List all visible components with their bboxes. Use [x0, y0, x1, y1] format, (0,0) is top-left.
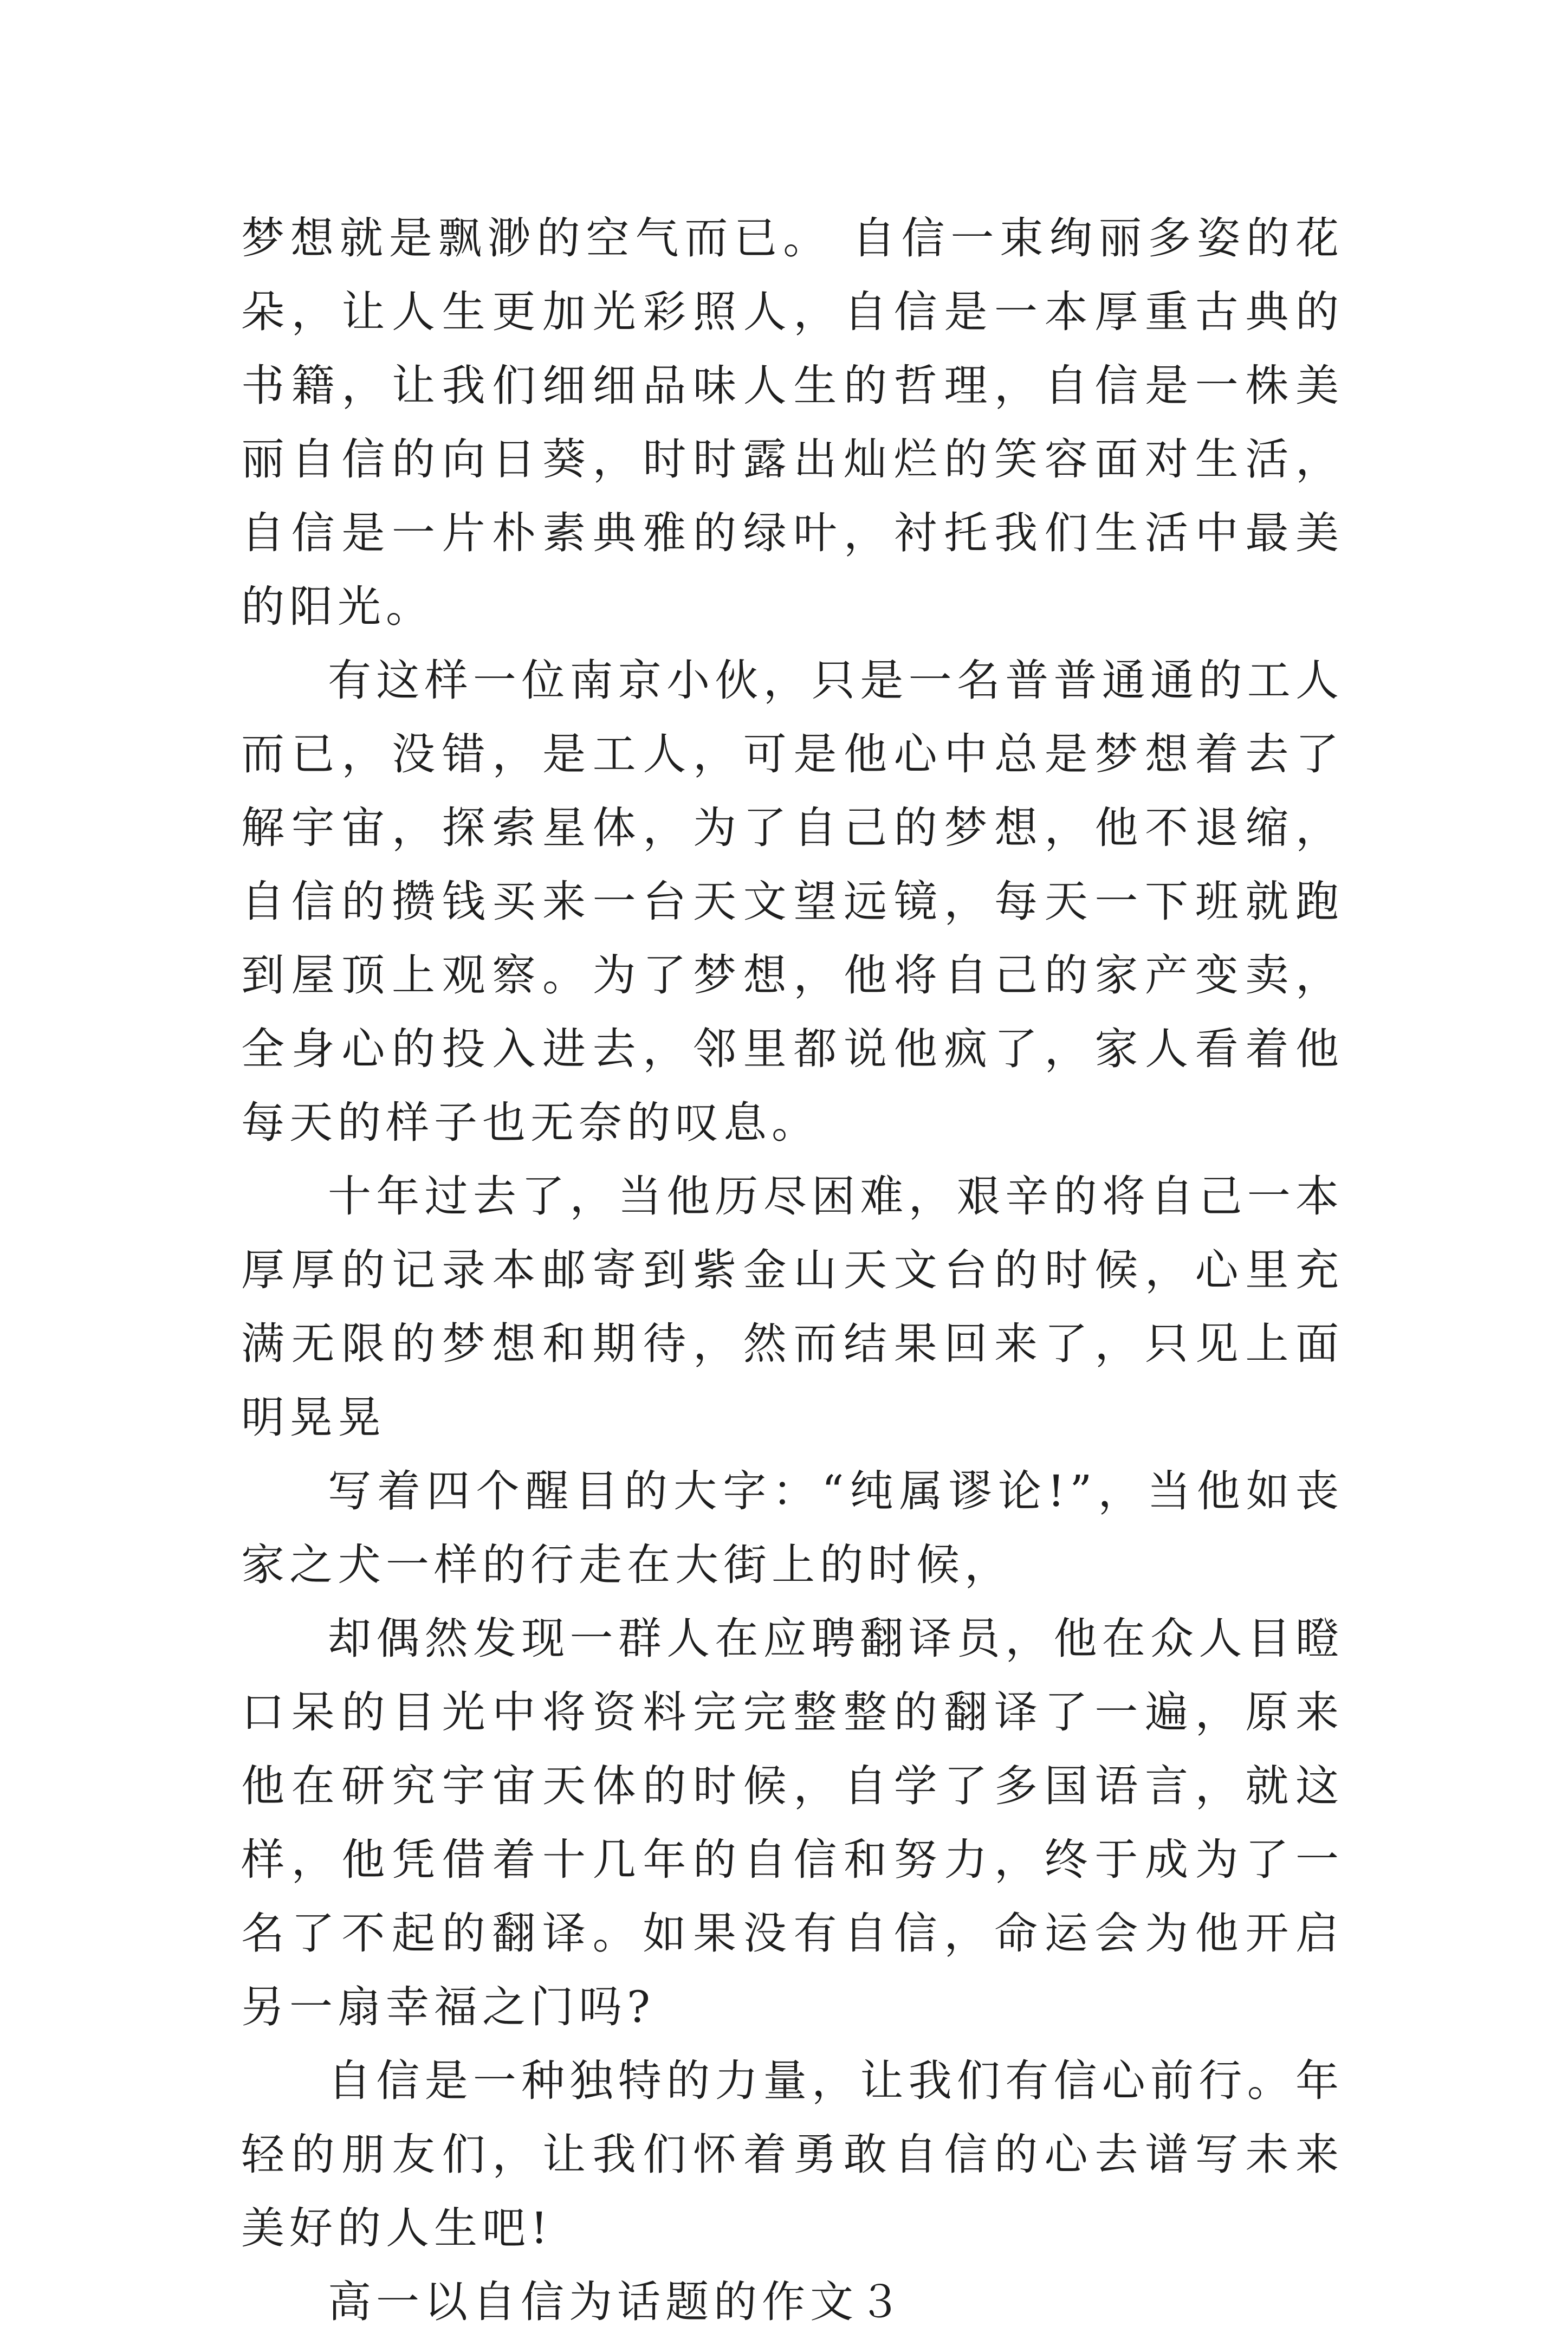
- paragraph-4: 写着四个醒目的大字：“纯属谬论!”，当他如丧家之犬一样的行走在大街上的时候，: [241, 1466, 1344, 1590]
- paragraph-1: 梦想就是飘渺的空气而已。 自信一束绚丽多姿的花朵，让人生更加光彩照人，自信是一本厚重古典的书籍，让我们细细品味人生的哲理，自信是一株美丽自信的向日葵，时时露出灿烂的笑容面对生活，自信是一片朴素典雅的绿叶，衬托我们生活中最美的阳光。: [241, 213, 1344, 632]
- paragraph-6: 自信是一种独特的力量，让我们有信心前行。年轻的朋友们，让我们怀着勇敢自信的心去谱写未来美好的人生吧!: [241, 2056, 1344, 2253]
- paragraph-3: 十年过去了，当他历尽困难，艰辛的将自己一本厚厚的记录本邮寄到紫金山天文台的时候，心里充满无限的梦想和期待，然而结果回来了，只见上面明晃晃: [241, 1171, 1344, 1443]
- paragraph-2: 有这样一位南京小伙，只是一名普普通通的工人而已，没错，是工人，可是他心中总是梦想着去了解宇宙，探索星体，为了自己的梦想，他不退缩，自信的攒钱买来一台天文望远镜，每天一下班就跑到屋顶上观察。为了梦想，他将自己的家产变卖，全身心的投入进去，邻里都说他疯了，家人看着他每天的样子也无奈的叹息。: [241, 655, 1344, 1148]
- section-heading: 高一以自信为话题的作文３: [328, 2277, 906, 2327]
- paragraph-5: 却偶然发现一群人在应聘翻译员，他在众人目瞪口呆的目光中将资料完完整整的翻译了一遍，原来他在研究宇宙天体的时候，自学了多国语言，就这样，他凭借着十几年的自信和努力，终于成为了一名了不起的翻译。如果没有自信，命运会为他开启另一扇幸福之门吗?: [241, 1613, 1344, 2032]
- document-body: [241, 202, 1344, 2339]
